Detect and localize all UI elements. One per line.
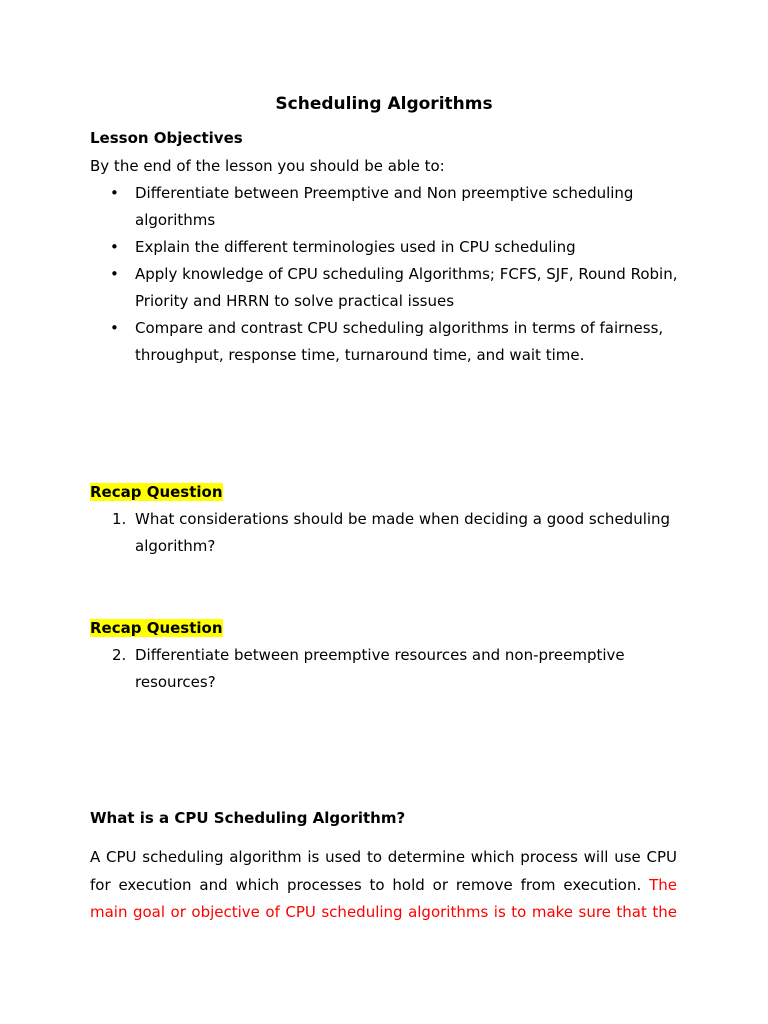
objective-item <box>90 180 680 234</box>
objective-item <box>90 315 680 369</box>
objectives-list <box>90 180 680 369</box>
emphasis-text: The <box>649 875 677 894</box>
objective-text: Compare and contrast CPU scheduling algorithms in terms of fairness, throughput, response time, turnaround time, and wait time. <box>135 319 664 364</box>
page-title: Scheduling Algorithms <box>275 94 493 114</box>
objective-text: Differentiate between Preemptive and Non preemptive scheduling algorithms <box>135 184 634 229</box>
recap-list <box>90 506 680 560</box>
list-number: 1. <box>112 510 127 528</box>
bullet-icon: • <box>110 184 119 202</box>
recap-list <box>90 642 680 696</box>
recap-heading <box>90 481 223 503</box>
section-heading: What is a CPU Scheduling Algorithm? <box>90 809 406 827</box>
recap-heading <box>90 617 223 639</box>
objectives-intro: By the end of the lesson you should be able to: <box>90 157 445 175</box>
paragraph-text: for execution and which processes to hold or remove from execution. <box>90 875 642 894</box>
objective-item <box>90 234 680 261</box>
recap-question-text: What considerations should be made when deciding a good scheduling algorithm? <box>135 510 671 555</box>
objective-text: Explain the different terminologies used in CPU scheduling <box>135 238 576 256</box>
recap-heading-highlight: Recap Question <box>90 483 223 501</box>
paragraph-line-emphasis: main goal or objective of CPU scheduling algorithms is to make sure that the <box>90 903 677 921</box>
recap-heading-highlight: Recap Question <box>90 619 223 637</box>
recap-question-text: Differentiate between preemptive resources and non-preemptive resources? <box>135 646 625 691</box>
objective-item <box>90 261 680 315</box>
list-number: 2. <box>112 646 127 664</box>
objective-text: Apply knowledge of CPU scheduling Algorithms; FCFS, SJF, Round Robin, Priority and HRRN to solve practical issues <box>135 265 678 310</box>
bullet-icon: • <box>110 319 119 337</box>
recap-item <box>90 506 680 560</box>
paragraph-line <box>90 872 677 900</box>
bullet-icon: • <box>110 238 119 256</box>
paragraph-line: A CPU scheduling algorithm is used to determine which process will use CPU <box>90 848 677 866</box>
recap-item <box>90 642 680 696</box>
bullet-icon: • <box>110 265 119 283</box>
objectives-heading: Lesson Objectives <box>90 129 243 147</box>
